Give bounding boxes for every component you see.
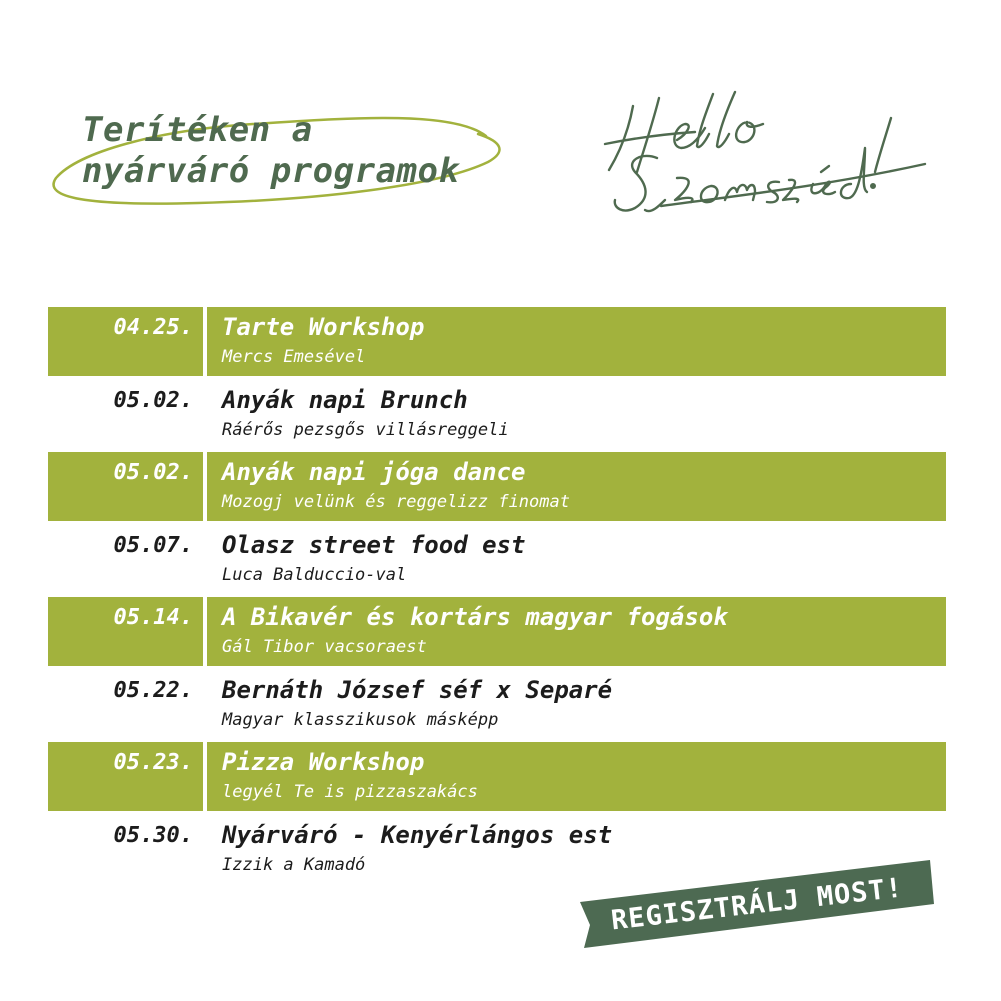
event-subtitle: Ráérős pezsgős villásreggeli xyxy=(222,419,509,440)
event-title: A Bikavér és kortárs magyar fogások xyxy=(222,603,728,631)
event-title: Anyák napi Brunch xyxy=(222,385,468,414)
event-title: Tarte Workshop xyxy=(222,313,425,341)
event-subtitle: Gál Tibor vacsoraest xyxy=(222,637,427,657)
event-subtitle: Magyar klasszikusok másképp xyxy=(222,709,499,730)
register-now-label: REGISZTRÁLJ MOST! xyxy=(609,871,905,937)
event-row xyxy=(48,742,946,811)
event-row xyxy=(48,670,946,739)
event-title: Anyák napi jóga dance xyxy=(222,458,526,486)
event-date: 05.14. xyxy=(113,605,193,630)
event-schedule xyxy=(48,307,946,887)
page-title-line-2: nyárváró programok xyxy=(82,151,460,191)
event-date: 05.02. xyxy=(113,460,193,485)
event-date: 05.02. xyxy=(113,387,193,413)
event-row xyxy=(48,452,946,521)
event-row xyxy=(48,380,946,449)
event-date: 05.22. xyxy=(113,677,193,703)
page-title-line-1: Terítéken a xyxy=(82,110,313,150)
page-title-block xyxy=(48,100,508,210)
event-subtitle: Izzik a Kamadó xyxy=(222,854,366,875)
event-subtitle: Luca Balduccio-val xyxy=(222,564,407,585)
event-title: Olasz street food est xyxy=(222,530,526,559)
register-now-button[interactable] xyxy=(578,858,936,950)
event-subtitle: legyél Te is pizzaszakács xyxy=(222,782,478,802)
event-date: 05.07. xyxy=(113,532,193,558)
event-subtitle: Mercs Emesével xyxy=(222,347,366,367)
event-date: 04.25. xyxy=(113,315,193,340)
hello-szomszed-logo xyxy=(595,88,945,223)
event-row xyxy=(48,597,946,666)
event-row xyxy=(48,525,946,594)
event-title: Nyárváró - Kenyérlángos est xyxy=(222,820,613,849)
event-date: 05.23. xyxy=(113,750,193,775)
event-subtitle: Mozogj velünk és reggelizz finomat xyxy=(222,492,570,512)
event-title: Pizza Workshop xyxy=(222,748,425,776)
event-title: Bernáth József séf x Separé xyxy=(222,675,613,704)
event-row xyxy=(48,307,946,376)
event-date: 05.30. xyxy=(113,822,193,848)
